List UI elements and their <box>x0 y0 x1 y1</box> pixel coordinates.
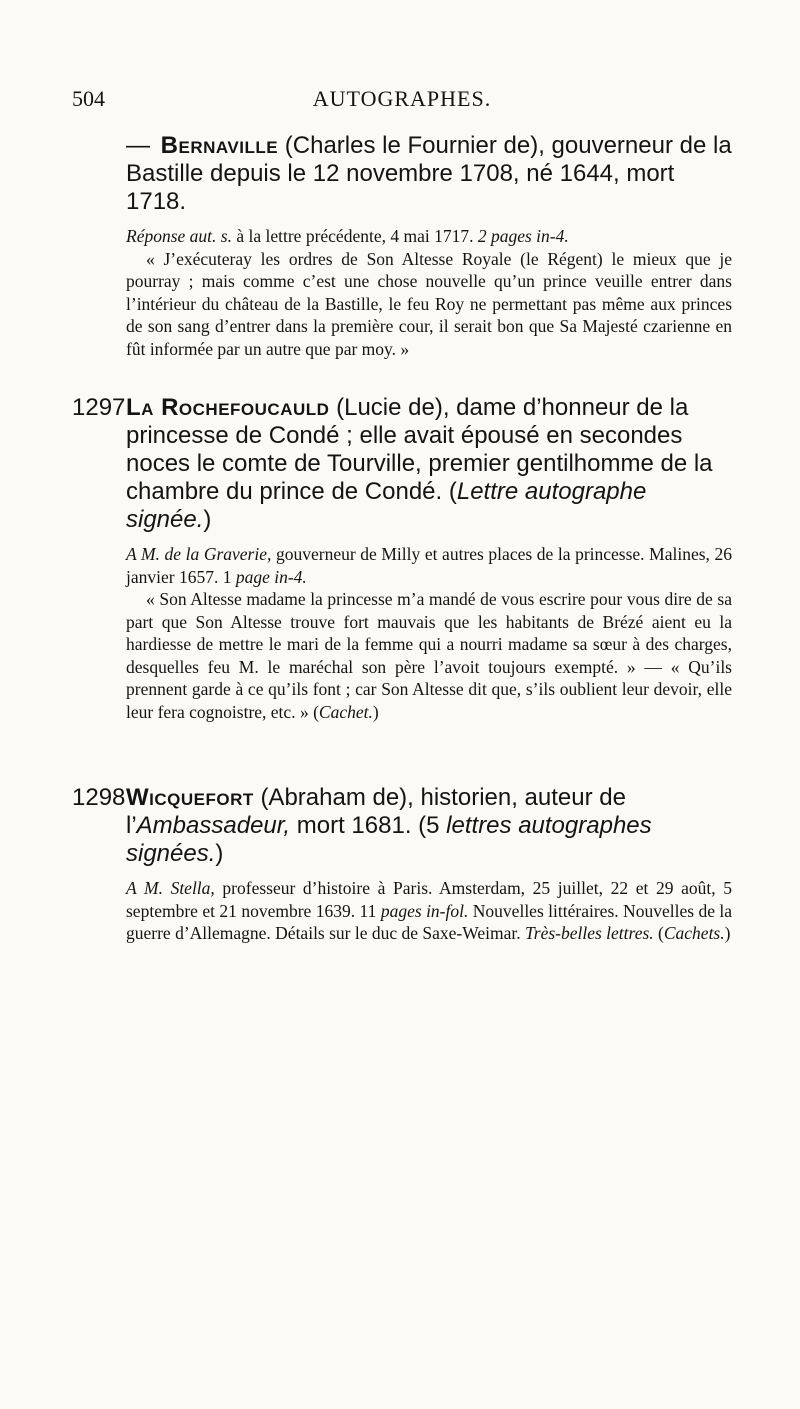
seal-note: Cachet. <box>318 701 373 722</box>
person-name: La Rochefoucauld <box>126 394 330 421</box>
running-title: AUTOGRAPHES. <box>312 86 492 111</box>
item-description <box>72 877 732 945</box>
item-description <box>72 225 732 248</box>
entry-heading <box>72 132 732 216</box>
quote-text: « Son Altesse madame la princesse m’a mandé de vous escrire pour vous dire de sa part que Son Altesse trouve fort mauvais que les habitants de Brézé aient eu la hardiesse de mettre le mari de la femme qui a nourri madame sa sœur à des charges, desquelles feu M. le maréchal son père l’avoit toujours exempté. » — « Qu’ils prennent garde à ce qu’ils font ; car Son Altesse dit que, s’ils oublient leur devoir, elle leur fera cognoistre, etc. » ( <box>126 589 732 722</box>
item-type: Lettre autographe signée. <box>126 478 647 533</box>
running-header <box>72 86 732 116</box>
entry-heading <box>72 394 732 534</box>
quality-note: Très-belles lettres. <box>525 923 654 943</box>
page-count: page in-4. <box>235 566 307 587</box>
page-number: 504 <box>72 86 105 111</box>
description-text: à la lettre précédente, 4 mai 1717. <box>236 226 474 246</box>
item-type: Réponse aut. s. <box>126 226 232 246</box>
heading-close: ) <box>203 506 212 533</box>
page-count: 2 pages in-4. <box>477 226 569 246</box>
heading-mid: mort 1681. (5 <box>290 812 447 839</box>
heading-text: (Charles le Fournier de), gouverneur de la Bastille depuis le 12 novembre 1708, né 1644, mort 1718. <box>126 132 732 215</box>
person-name: Bernaville <box>160 132 279 159</box>
heading-text: (Lucie de), dame d’honneur de la princesse de Condé ; elle avait épousé en secondes noces le comte de Tourville, premier gentilhomme de la chambre du prince de Condé. ( <box>126 394 713 505</box>
quote-close: ) <box>372 701 379 722</box>
letter-quote: « J’exécuteray les ordres de Son Altesse Royale (le Régent) le mieux que je pourray ; mais comme c’est une chose nouvelle qu’un prince veuille entrer dans l’intérieur du château de la Bastille, le feu Roy ne permettant pas même aux princes de son sang d’entrer dans la première cour, il serait bon que Sa Majesté czarienne en fût informée par un autre que par moy. » <box>126 248 732 359</box>
entry-dash: — <box>126 132 150 159</box>
catalog-entry-bernaville <box>72 132 732 360</box>
page-count: pages in-fol. <box>380 900 469 921</box>
letter-quote <box>72 588 732 723</box>
item-type: lettres autographes signées. <box>126 812 652 867</box>
recipient: A M. Stella, <box>126 878 215 898</box>
item-description <box>72 543 732 588</box>
entry-heading <box>72 784 732 868</box>
heading-close: ) <box>215 840 224 867</box>
lot-number: 1297 <box>72 394 126 421</box>
lot-number: 1298 <box>72 784 126 811</box>
person-name: Wicquefort <box>126 784 254 811</box>
contents-summary: Nouvelles littéraires. Nouvelles de la guerre d’Allemagne. Détails sur le duc de Saxe-Weimar. <box>126 900 733 943</box>
recipient: A M. de la Graverie, <box>126 544 272 564</box>
note-close: ) <box>724 923 731 943</box>
note-open: ( <box>653 923 664 943</box>
catalog-entry-1298 <box>72 784 732 945</box>
heading-text: (Abraham de), historien, auteur de l’ <box>126 784 626 839</box>
work-title: Ambassadeur, <box>136 812 291 839</box>
catalog-entry-1297 <box>72 394 732 723</box>
description-text: professeur d’histoire à Paris. Amsterdam, 25 juillet, 22 et 29 août, 5 septembre et 21 novembre 1639. 11 <box>126 878 732 921</box>
description-text: gouverneur de Milly et autres places de la princesse. Malines, 26 janvier 1657. 1 <box>126 544 732 587</box>
seal-note: Cachets. <box>663 923 725 943</box>
